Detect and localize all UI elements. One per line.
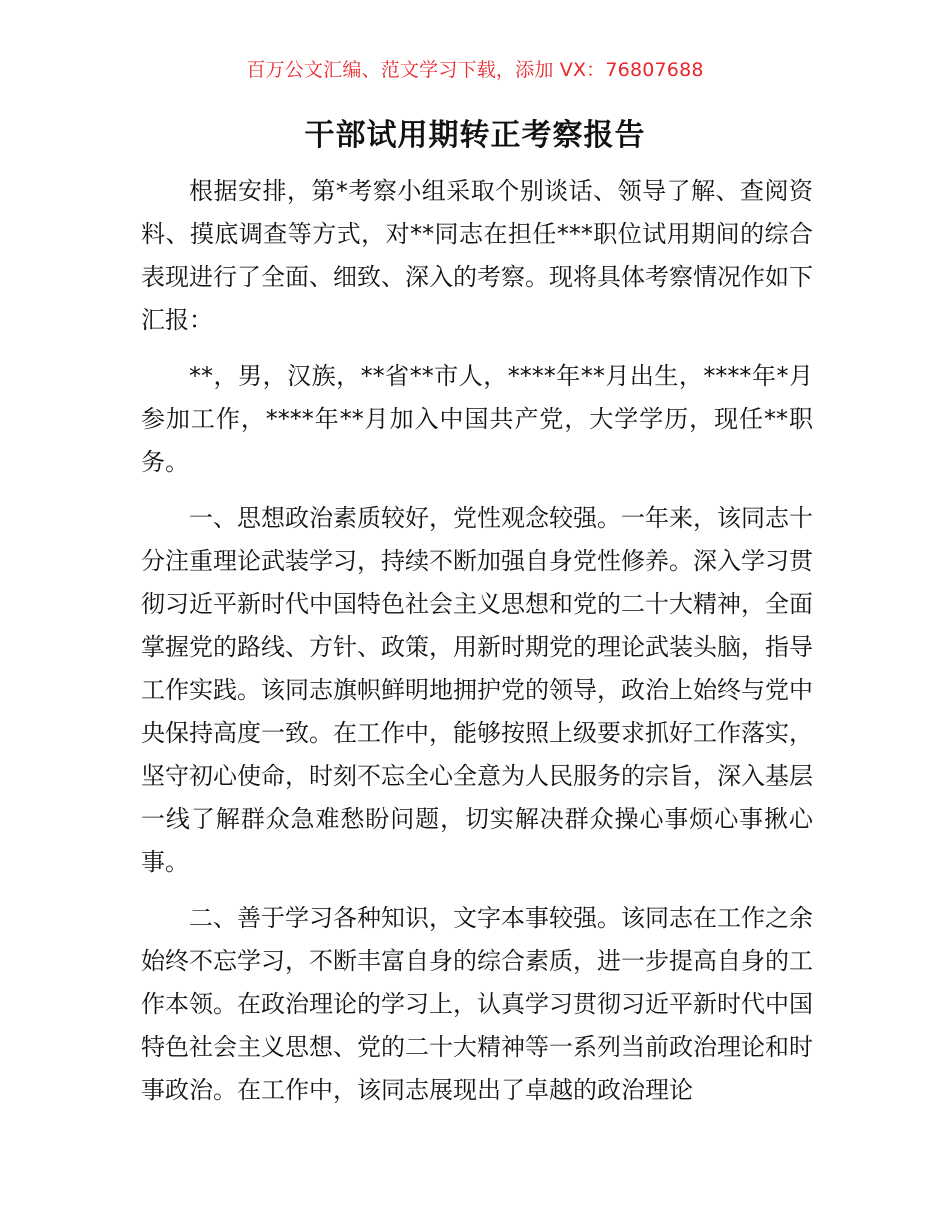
document-title: 干部试用期转正考察报告 [304,118,646,153]
paragraph-section-two: 二、善于学习各种知识，文字本事较强。该同志在工作之余始终不忘学习，不断丰富自身的综合素质，进一步提高自身的工作本领。在政治理论的学习上，认真学习贯彻习近平新时代中国特色社会主义思想、党的二十大精神等一系列当前政治理论和时事政治。在工作中，该同志展现出了卓越的政治理论 [141,904,813,1104]
paragraph-intro: 根据安排，第*考察小组采取个别谈话、领导了解、查阅资料、摸底调查等方式，对**同志在担任***职位试用期间的综合表现进行了全面、细致、深入的考察。现将具体考察情况作如下汇报： [141,177,813,334]
paragraph-profile: **，男，汉族，**省**市人，****年**月出生，****年*月参加工作，****年**月加入中国共产党，大学学历，现任**职务。 [141,362,813,476]
document-body [141,170,813,1125]
header-watermark-text: 百万公文汇编、范文学习下载，添加 VX：76807688 [246,59,704,81]
paragraph-section-one: 一、思想政治素质较好，党性观念较强。一年来，该同志十分注重理论武装学习，持续不断加强自身党性修养。深入学习贯彻习近平新时代中国特色社会主义思想和党的二十大精神，全面掌握党的路线、方针、政策，用新时期党的理论武装头脑，指导工作实践。该同志旗帜鲜明地拥护党的领导，政治上始终与党中央保持高度一致。在工作中，能够按照上级要求抓好工作落实，坚守初心使命，时刻不忘全心全意为人民服务的宗旨，深入基层一线了解群众急难愁盼问题，切实解决群众操心事烦心事揪心事。 [141,504,813,876]
